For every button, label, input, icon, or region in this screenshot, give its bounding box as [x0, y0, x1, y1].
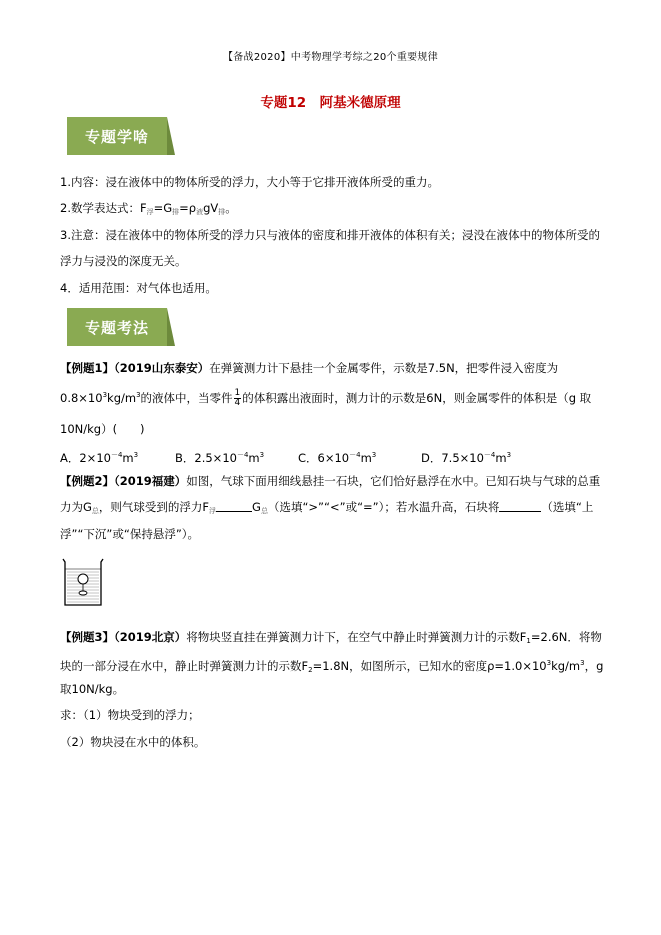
example-2-line-1: 【例题2】（2019福建）如图，气球下面用细线悬挂一石块，它们恰好悬浮在水中。已知石块与气球的总重: [60, 474, 601, 488]
answer-blank-1: [216, 500, 252, 512]
option-c: C．$6\times 10^{-4}m^3$: [298, 451, 377, 465]
beaker-balloon-figure: [62, 556, 104, 608]
section-banner-label: 专题考法: [84, 318, 149, 337]
example-1-line-1: 【例题1】（2019山东泰安）在弹簧测力计下悬挂一个金属零件，示数是7.5N，把零件浸入密度为: [60, 361, 559, 375]
option-a: A．$2\times 10^{-4}m^3$: [60, 451, 139, 465]
fraction-one-quarter: $\frac{1}{4}$: [234, 388, 241, 408]
example-3-line-1: 【例题3】（2019北京）将物块竖直挂在弹簧测力计下，在空气中静止时弹簧测力计的示数$F_1=2.6N$．将物: [60, 630, 602, 645]
example-3-line-3: 取10N/kg。: [60, 682, 125, 696]
example-1-line-2: $0.8\times 10^3kg/m^3$的液体中，当零件 $\frac{1}{4}$ 的体积露出液面时，测力计的示数是6N，则金属零件的体积是（g 取: [60, 388, 592, 408]
point-3-line-2: 浮力与浸没的深度无关。: [60, 254, 187, 268]
option-d: D．$7.5\times 10^{-4}m^3$: [421, 451, 512, 465]
point-4: 4．适用范围：对气体也适用。: [60, 281, 217, 295]
example-1-line-3: 10N/kg）( ): [60, 422, 145, 436]
answer-blank-2: [499, 500, 541, 512]
example-1-options: [60, 448, 640, 465]
example-3-question-2: （2）物块浸在水中的体积。: [60, 735, 206, 749]
page-title: 专题12 阿基米德原理: [260, 95, 401, 111]
point-3-line-1: 3.注意：浸在液体中的物体所受的浮力只与液体的密度和排开液体的体积有关；浸没在液体中的物体所受的: [60, 228, 600, 242]
point-1: 1.内容：浸在液体中的物体所受的浮力，大小等于它排开液体所受的重力。: [60, 175, 439, 189]
example-3-line-2: 块的一部分浸在水中，静止时弹簧测力计的示数$F_2=1.8N$，如图所示，已知水的密度$\rho=1.0\times 10^3kg/m^3$，g: [60, 659, 604, 674]
point-2: 2.数学表达式：$F_浮=G_排=\rho_液gV_排$。: [60, 201, 237, 216]
example-3-ask: 求：（1）物块受到的浮力；: [60, 708, 200, 722]
page-header: 【备战2020】中考物理学考综之20个重要规律: [222, 52, 439, 63]
example-2-line-2: 力为$G_总$，则气球受到的浮力$F_浮$ $G_总$（选填“>”“<”或“=”）；若水温升高，石块将 （选填“上: [60, 500, 594, 515]
section-banner-exam: [67, 308, 167, 346]
option-b: B．$2.5\times 10^{-4}m^3$: [175, 451, 265, 465]
section-banner-label: 专题学啥: [84, 127, 149, 146]
section-banner-study: [67, 117, 167, 155]
example-2-line-3: 浮”“下沉”或“保持悬浮”）。: [60, 527, 200, 541]
